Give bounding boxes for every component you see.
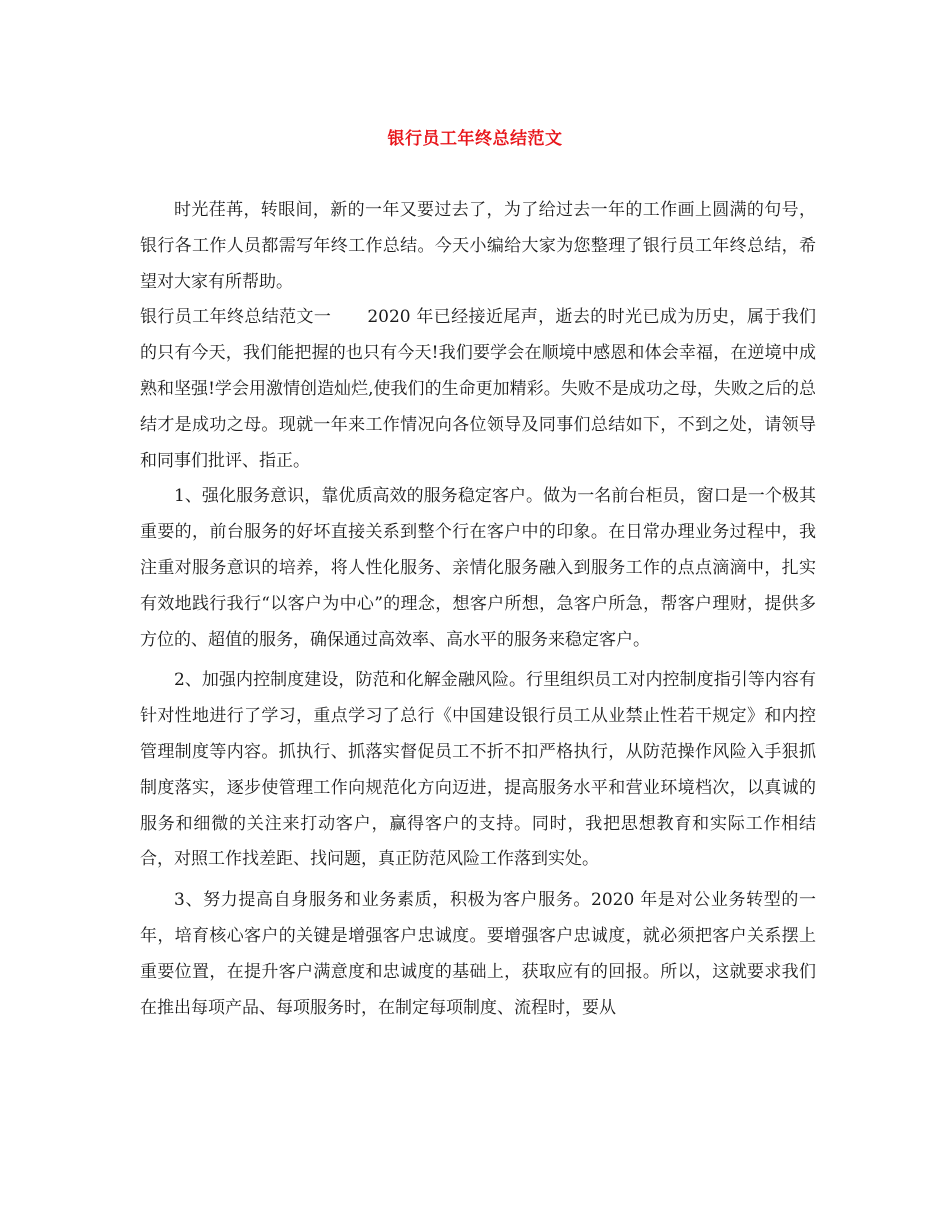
section-one-paragraph: [140, 300, 816, 479]
document-body: [140, 193, 816, 1026]
document-title: 银行员工年终总结范文: [387, 129, 563, 149]
point-1-paragraph: 1、强化服务意识，靠优质高效的服务稳定客户。做为一名前台柜员，窗口是一个极其重要的，前台服务的好坏直接关系到整个行在客户中的印象。在日常办理业务过程中，我注重对服务意识的培养，将人性化服务、亲情化服务融入到服务工作的点点滴滴中，扎实有效地践行我行“以客户为中心”的理念，想客户所想，急客户所急，帮客户理财，提供多方位的、超值的服务，确保通过高效率、高水平的服务来稳定客户。: [140, 486, 816, 650]
section-heading: 银行员工年终总结范文一: [140, 307, 332, 328]
point-3-paragraph: 3、努力提高自身服务和业务素质，积极为客户服务。2020 年是对公业务转型的一年，培育核心客户的关键是增强客户忠诚度。要增强客户忠诚度，就必须把客户关系摆上重要位置，在提升客户满意度和忠诚度的基础上，获取应有的回报。所以，这就要求我们在推出每项产品、每项服务时，在制定每项制度、流程时，要从: [140, 890, 816, 1018]
intro-paragraph: 时光荏苒，转眼间，新的一年又要过去了，为了给过去一年的工作画上圆满的句号，银行各工作人员都需写年终工作总结。今天小编给大家为您整理了银行员工年终总结，希望对大家有所帮助。: [140, 200, 816, 292]
section-one-text: 2020 年已经接近尾声，逝去的时光已成为历史，属于我们的只有今天，我们能把握的也只有今天!我们要学会在顺境中感恩和体会幸福，在逆境中成熟和坚强!学会用激情创造灿烂,使我们的生命更加精彩。失败不是成功之母，失败之后的总结才是成功之母。现就一年来工作情况向各位领导及同事们总结如下，不到之处，请领导和同事们批评、指正。: [140, 307, 816, 471]
point-2-paragraph: 2、加强内控制度建设，防范和化解金融风险。行里组织员工对内控制度指引等内容有针对性地进行了学习，重点学习了总行《中国建设银行员工从业禁止性若干规定》和内控管理制度等内容。抓执行、抓落实督促员工不折不扣严格执行，从防范操作风险入手狠抓制度落实，逐步使管理工作向规范化方向迈进，提高服务水平和营业环境档次，以真诚的服务和细微的关注来打动客户，赢得客户的支持。同时，我把思想教育和实际工作相结合，对照工作找差距、找问题，真正防范风险工作落到实处。: [140, 670, 816, 870]
